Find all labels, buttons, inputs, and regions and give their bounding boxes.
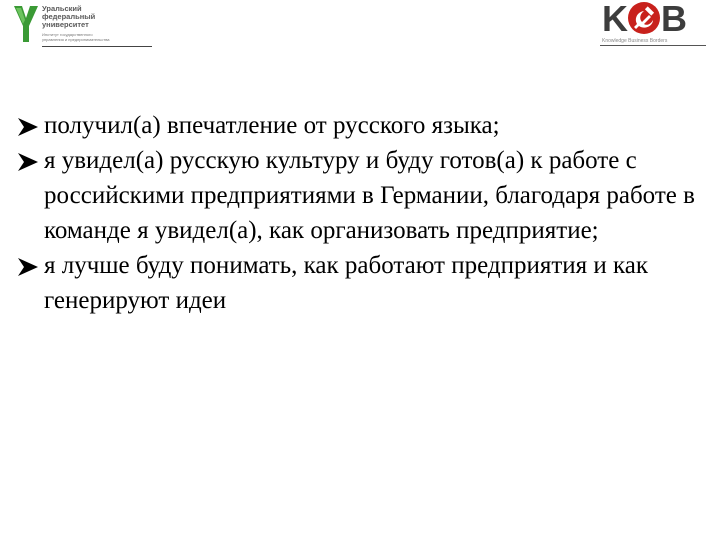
arrow-bullet-icon (18, 143, 42, 178)
arrow-bullet-icon (18, 248, 42, 283)
bullet-list (18, 108, 708, 318)
kbb-wordmark (602, 0, 686, 39)
urfu-name-line-1: Уральский (42, 4, 82, 13)
urfu-institute-line-2: управления и предпринимательства (42, 37, 110, 42)
hammer-sickle-icon (628, 2, 660, 34)
urfu-logo-rule (42, 46, 152, 47)
urfu-y-logo-icon (12, 4, 40, 44)
urfu-name-line-2: федеральный (42, 12, 96, 21)
bullet-text: я лучше буду понимать, как работают предприятия и как генерируют идеи (44, 252, 649, 314)
urfu-name-line-3: университет (42, 20, 89, 29)
urfu-institute-line-1: Институт государственного (42, 32, 93, 37)
kbb-tagline: Knowledge Business Borders (602, 38, 668, 44)
kbb-logo (600, 0, 708, 46)
kbb-letter-b: B (661, 0, 686, 39)
bullet-text: получил(а) впечатление от русского языка; (44, 112, 500, 139)
bullet-item (18, 108, 708, 143)
kbb-letter-k: K (602, 0, 627, 39)
urfu-name (42, 5, 95, 29)
bullet-item (18, 143, 708, 248)
urfu-institute (42, 32, 110, 42)
urfu-logo (12, 4, 162, 48)
bullet-text: я увидел(а) русскую культуру и буду готов(а) к работе с российскими предприятиями в Германии, благодаря работе в команде я увидел(а), как организовать предприятие; (44, 147, 695, 244)
bullet-item (18, 248, 708, 318)
arrow-bullet-icon (18, 108, 42, 143)
kbb-logo-rule (600, 45, 706, 46)
